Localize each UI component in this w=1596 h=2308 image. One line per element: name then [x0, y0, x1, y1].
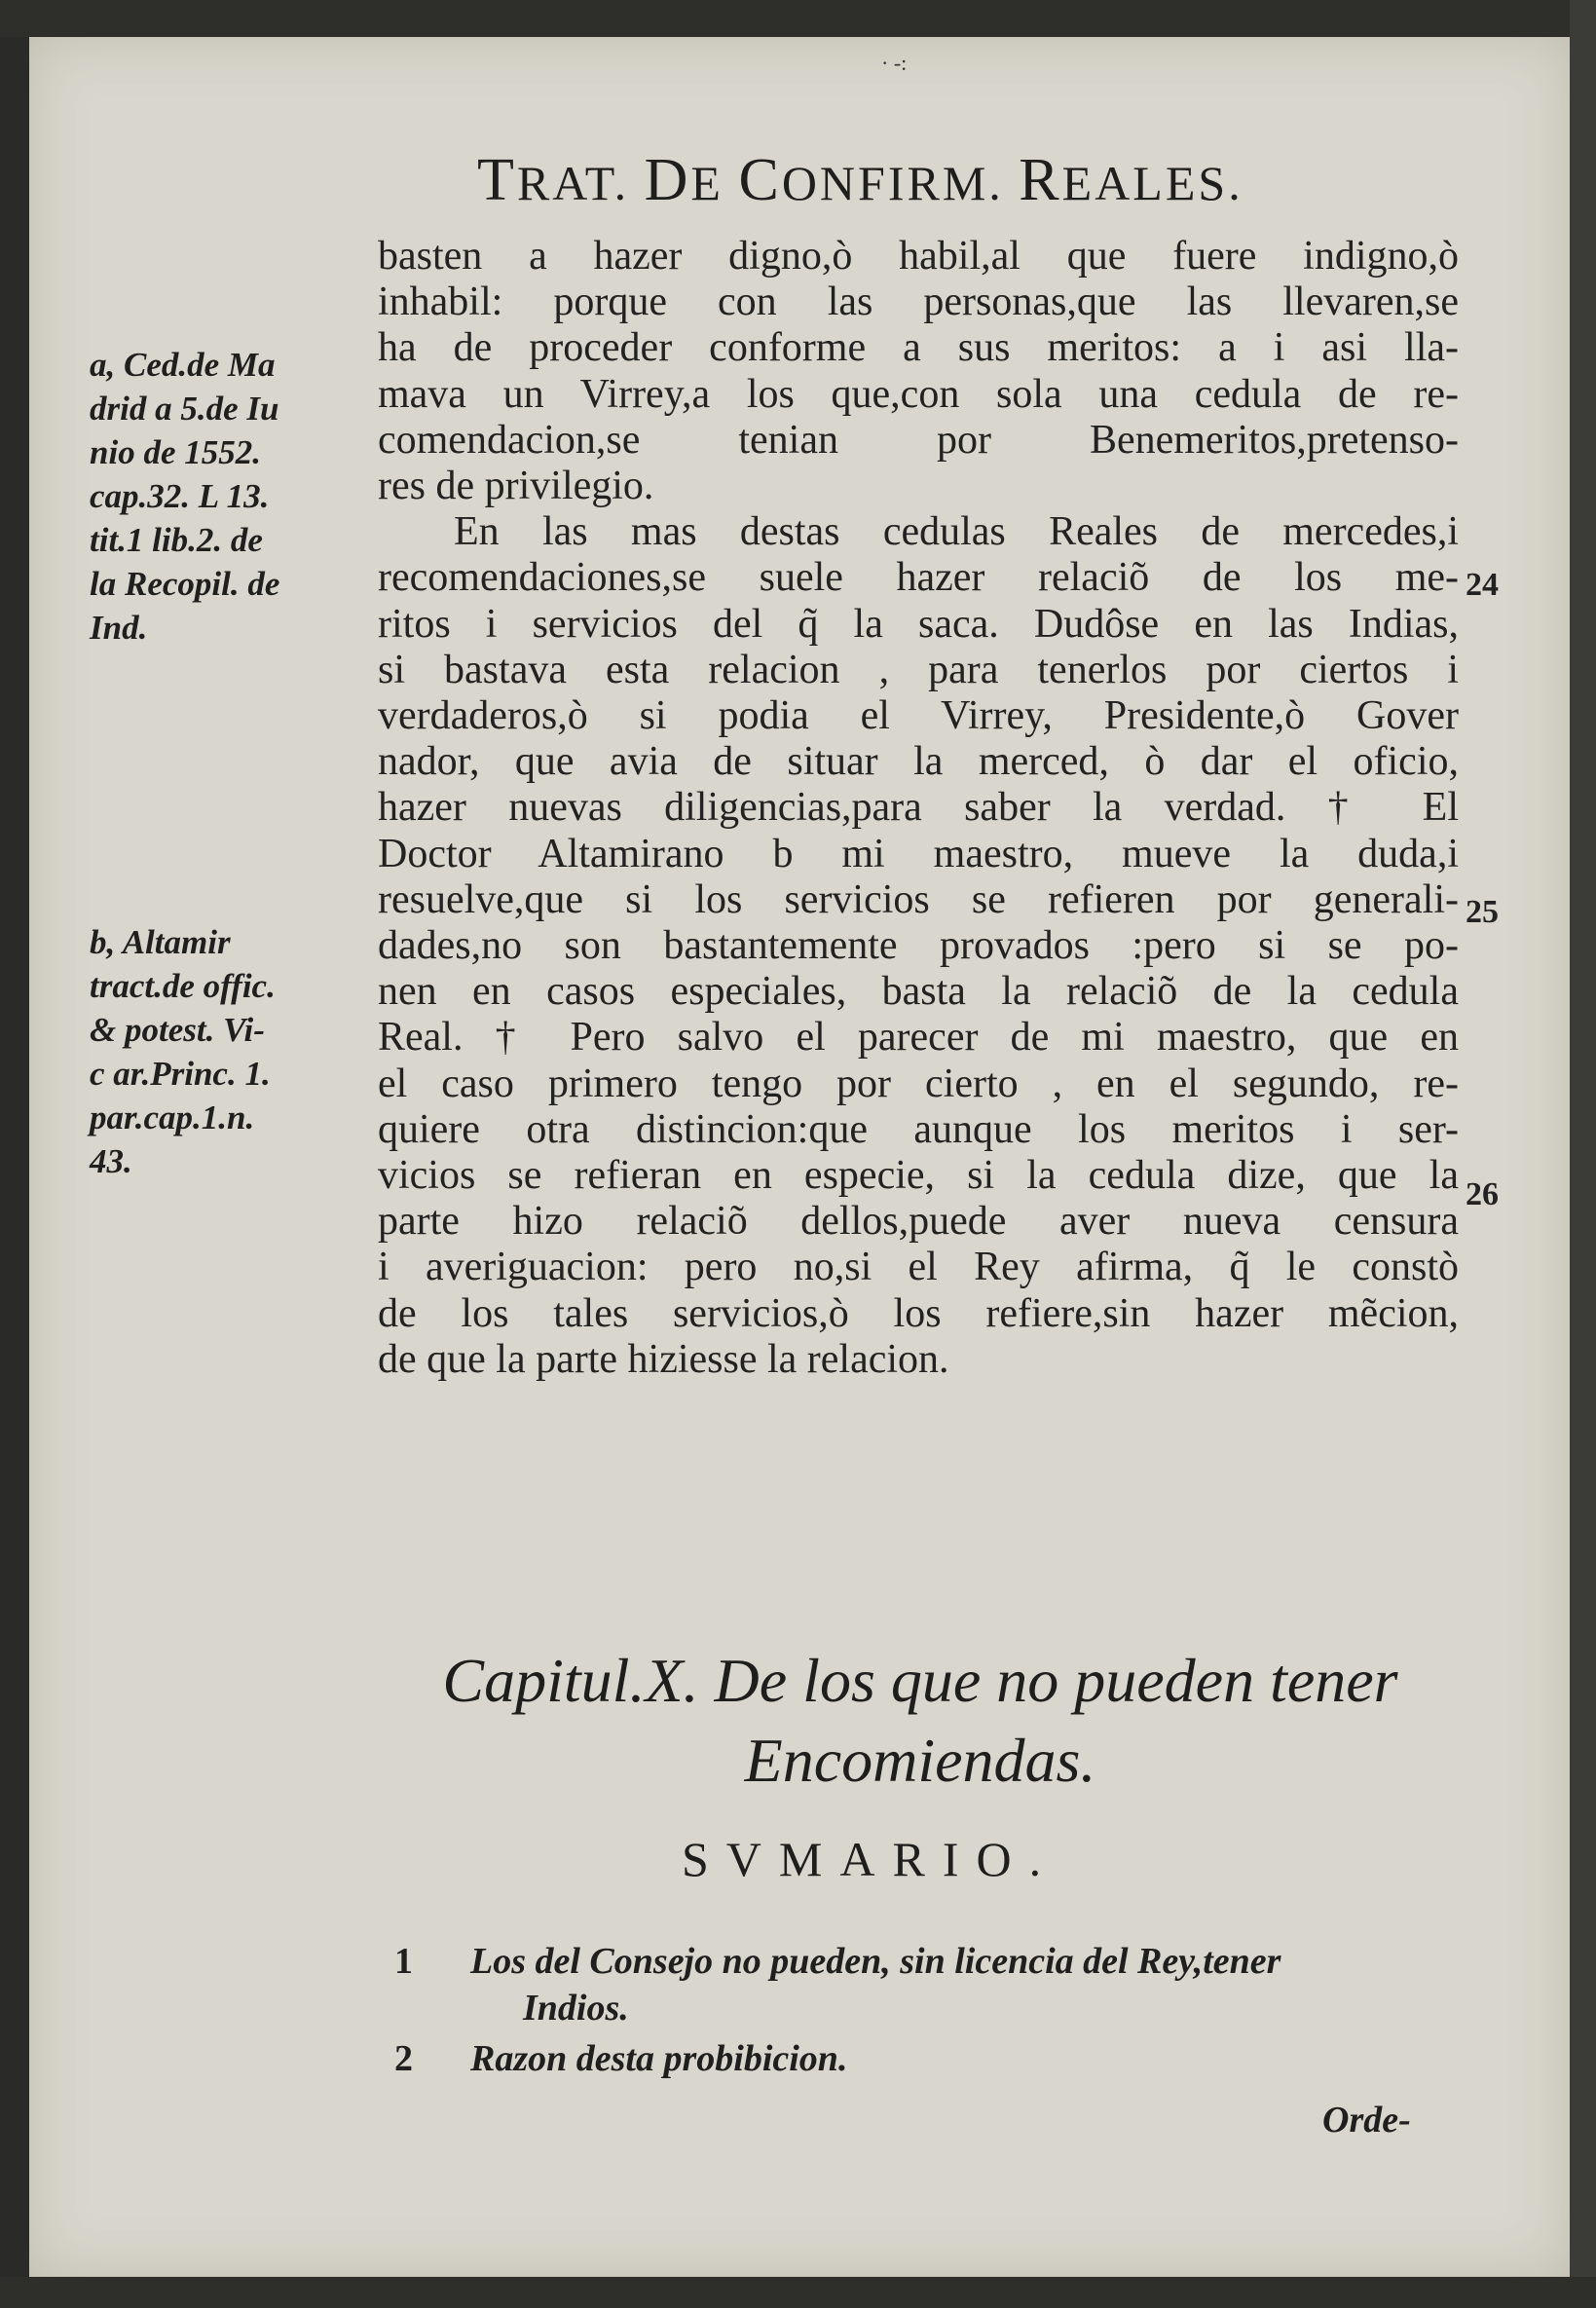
margin-note-line: nio de 1552.: [90, 433, 261, 471]
sumario-item-number: 1: [394, 1941, 413, 1982]
margin-number: 25: [1466, 894, 1499, 930]
catchword: Orde-: [1322, 2100, 1411, 2140]
body-line: verdaderos,ò si podia el Virrey, Presidente,ò Gover: [378, 693, 1459, 739]
body-line: En las mas destas cedulas Reales de mercedes,i: [454, 509, 1459, 555]
running-head-d2: E: [690, 156, 739, 210]
sumario-item: [394, 2035, 1446, 2082]
body-line: hazer nuevas diligencias,para saber la verdad. † El: [378, 785, 1459, 831]
body-line: Real. † Pero salvo el parecer de mi maestro, que en: [378, 1015, 1459, 1061]
running-head: [477, 146, 1392, 215]
margin-note-a: [90, 343, 353, 650]
margin-note-line: tit.1 lib.2. de: [90, 521, 263, 559]
margin-number: 26: [1466, 1176, 1499, 1212]
running-head-d1: D: [644, 147, 691, 213]
margin-note-line: a, Ced.de Ma: [90, 346, 276, 384]
signature-mark: · -:: [881, 51, 908, 75]
chapter-title-line: Encomiendas.: [744, 1726, 1096, 1795]
body-line: basten a hazer digno,ò habil,al que fuere indigno,ò: [378, 234, 1459, 279]
sumario-item: [394, 1938, 1446, 2031]
body-line: res de privilegio.: [378, 464, 654, 509]
sumario-item-number: 2: [394, 2038, 413, 2079]
body-line: vicios se refieran en especie, si la cedula dize, que la: [378, 1153, 1459, 1199]
body-line: nador, que avia de situar la merced, ò dar el oficio,: [378, 739, 1459, 785]
margin-note-line: tract.de offic.: [90, 967, 276, 1005]
body-line: si bastava esta relacion , para tenerlos por ciertos i: [378, 647, 1459, 692]
body-line: inhabil: porque con las personas,que las llevaren,se: [378, 279, 1459, 325]
margin-note-line: Ind.: [90, 609, 148, 647]
body-line: de los tales servicios,ò los refiere,sin hazer mẽcion,: [378, 1290, 1459, 1336]
running-head-c1: C: [738, 147, 782, 213]
margin-note-line: c ar.Princ. 1.: [90, 1055, 271, 1093]
margin-note-b: [90, 920, 353, 1183]
body-line: comendacion,se tenian por Benemeritos,pretenso-: [378, 417, 1459, 463]
body-line: parte hizo relaciõ dellos,puede aver nueva censura: [378, 1199, 1459, 1245]
margin-note-line: 43.: [90, 1142, 132, 1180]
scan-bottom-border: [0, 2277, 1596, 2308]
margin-note-line: cap.32. L 13.: [90, 477, 270, 515]
running-head-r2: EALES.: [1061, 156, 1243, 210]
margin-number: 24: [1466, 567, 1499, 603]
body-line: ritos i servicios del q̃ la saca. Dudôse en las Indias,: [378, 601, 1459, 647]
scan-top-border: [0, 0, 1596, 37]
running-head-t2: RAT.: [516, 156, 645, 210]
scan-right-border: [1570, 0, 1596, 2308]
chapter-title: [385, 1641, 1456, 1801]
sumario-heading: SVMARIO.: [682, 1832, 1059, 1886]
body-line: resuelve,que si los servicios se refieren por generali-: [378, 876, 1459, 922]
body-line: nen en casos especiales, basta la relaciõ de la cedula: [378, 969, 1459, 1015]
running-head-t1: T: [477, 147, 517, 213]
chapter-title-line: Capitul.X. De los que no pueden tener: [442, 1646, 1398, 1715]
sumario-item-text: Los del Consejo no pueden, sin licencia del Rey,tener: [470, 1941, 1281, 1982]
body-line: Doctor Altamirano b mi maestro, mueve la duda,i: [378, 831, 1459, 876]
body-line: i averiguacion: pero no,si el Rey afirma, q̃ le constò: [378, 1245, 1459, 1290]
body-line: quiere otra distincion:que aunque los meritos i ser-: [378, 1106, 1459, 1152]
body-text: [378, 234, 1459, 1383]
body-line: de que la parte hiziesse la relacion.: [378, 1336, 949, 1382]
body-line: ha de proceder conforme a sus meritos: a i asi lla-: [378, 325, 1459, 371]
margin-note-line: b, Altamir: [90, 923, 231, 961]
margin-note-line: la Recopil. de: [90, 565, 280, 603]
body-line: mava un Virrey,a los que,con sola una cedula de re-: [378, 371, 1459, 417]
margin-note-line: par.cap.1.n.: [90, 1098, 255, 1136]
running-head-r1: R: [1019, 147, 1062, 213]
running-head-c2: ONFIRM.: [781, 156, 1020, 210]
sumario-item-text: Razon desta probibicion.: [470, 2038, 848, 2079]
margin-note-line: drid a 5.de Iu: [90, 390, 279, 428]
body-line: el caso primero tengo por cierto , en el segundo, re-: [378, 1061, 1459, 1106]
sumario-item-text: Indios.: [523, 1988, 629, 2029]
body-line: dades,no son bastantemente provados :pero si se po-: [378, 923, 1459, 969]
body-line: recomendaciones,se suele hazer relaciõ de los me-: [378, 555, 1459, 601]
margin-note-line: & potest. Vi-: [90, 1011, 265, 1049]
